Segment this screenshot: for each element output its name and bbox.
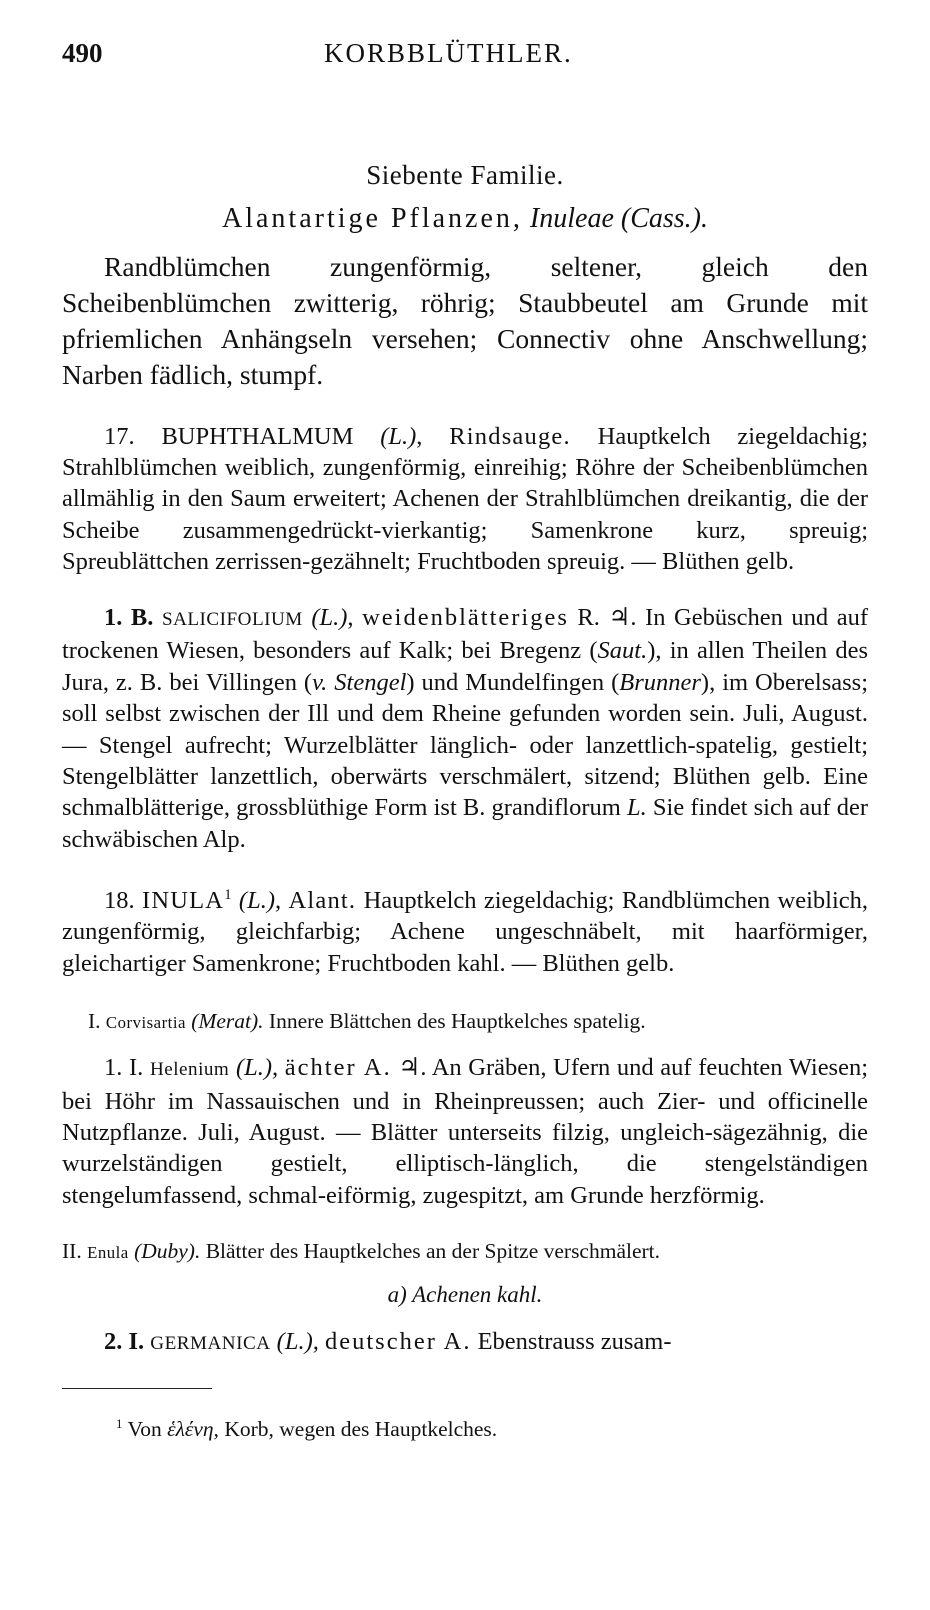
habitat-text: ), in allen Theilen des Jura, z. B. bei Villingen (: [62, 637, 868, 696]
perennial-symbol: ♃.: [608, 604, 637, 632]
species-germanica-entry: [62, 1326, 868, 1359]
running-title: KORBBLÜTHLER.: [324, 38, 573, 68]
genus-common-name: Alant.: [288, 886, 357, 914]
section-description: Innere Blättchen des Hauptkelches spatelig.: [268, 1009, 646, 1034]
genus-authority: (L.),: [238, 886, 282, 914]
genus-description: Hauptkelch ziegeldachig; Randblümchen weiblich, zungenförmig, gleichfarbig; Achene ungeschnäbelt, mit haarförmiger, gleichartiger Samenkrone; Fruchtboden kahl. — Blüthen gelb.: [62, 886, 869, 977]
species-name: GERMANICA: [150, 1333, 271, 1355]
section-enula: [62, 1239, 868, 1264]
description-text: ), im Oberelsass; soll selbst zwischen der Ill und dem Rheine gefunden worden sein. Juli, August. — Stengel aufrecht; Wurzelblätter länglich- oder lanzettlich-spatelig, gestielt; Stengelblätter lanzettlich, oberwärts verschmälert, sitzend; Blüthen gelb. Eine schmalblätterige, grossblüthige Form ist B. grandiflorum: [62, 668, 868, 822]
section-numeral: II.: [62, 1239, 82, 1264]
species-salicifolium-entry: 1. B. SALICIFOLIUM (L.), weidenblätteriges R. ♃. In Gebüschen und auf trockenen Wiesen, besonders auf Kalk; bei Bregenz (Saut.), in allen Theilen des Jura, z. B. bei Villingen (v. Stengel) und Mundelfingen (Brunner), im Oberelsass; soll selbst zwischen der Ill und dem Rheine gefunden worden sein. Juli, August. — Stengel aufrecht; Wurzelblätter länglich- oder lanzettlich-spatelig, gestielt; Stengelblätter lanzettlich, oberwärts verschmälert, sitzend; Blüthen gelb. Eine schmalblätterige, grossblüthige Form ist B. grandiflorum L. Sie findet sich auf der schwäbischen Alp.: [62, 604, 869, 853]
tribe-description: Randblümchen zungenförmig, seltener, gleich den Scheibenblümchen zwitterig, röhrig; Staubbeutel am Grunde mit pfriemlichen Anhängseln versehen; Connectiv ohne Anschwellung; Narben fädlich, stumpf.: [62, 251, 868, 390]
genus-number: 17.: [104, 422, 135, 450]
section-name: Enula: [87, 1243, 129, 1263]
citation: Brunner: [619, 668, 701, 696]
species-name: Helenium: [149, 1059, 230, 1081]
species-number: 1. I.: [104, 1054, 144, 1082]
footnote-greek-word: ἑλένη,: [167, 1416, 219, 1441]
footnote-text: Korb, wegen des Hauptkelches.: [224, 1416, 498, 1441]
genus-abbrev: R.: [577, 604, 600, 632]
genus-description: Hauptkelch ziegeldachig; Strahlblümchen weiblich, zungenförmig, einreihig; Röhre der Scheibenblümchen allmählig in den Saum erweitert; Achenen der Strahlblümchen dreikantig, die der Scheibe zusammengedrückt-vierkantig; Samenkrone kurz, spreuig; Spreublättchen zerrissen-gezähnelt; Fruchtboden spreuig. — Blüthen gelb.: [62, 422, 868, 576]
species-description: An Gräben, Ufern und auf feuchten Wiesen; bei Höhr im Nassauischen und in Rheinpreussen; auch Zier- und officinelle Nutzpflanze. Juli, August. — Blätter unterseits filzig, ungleich-sägezähnig, die wurzelständigen gestielt, elliptisch-länglich, die stengelständigen stengelumfassend, schmal-eiförmig, zugespitzt, am Grunde herzförmig.: [62, 1054, 869, 1209]
citation: v. Stengel: [312, 668, 407, 696]
genus-inula-entry: [62, 880, 868, 979]
footnote-divider: [62, 1388, 212, 1389]
species-common-name: weidenblätteriges: [362, 604, 569, 632]
species-authority: (L.): [311, 604, 348, 632]
species-common-name: deutscher A.: [324, 1328, 472, 1356]
section-numeral: I.: [88, 1009, 101, 1034]
page-number: 490: [62, 38, 103, 68]
footnote: [62, 1417, 868, 1442]
tribe-german-name: Alantartige Pflanzen,: [222, 203, 523, 234]
description-text: Sie findet sich auf der schwäbischen Alp.: [62, 794, 868, 853]
genus-name: INULA: [141, 886, 225, 914]
footnote-text: Von: [127, 1416, 162, 1441]
citation: Saut.: [597, 637, 648, 665]
species-authority: (L.),: [235, 1054, 279, 1082]
species-authority: (L.),: [276, 1328, 319, 1356]
species-number: 2. I.: [104, 1328, 145, 1356]
species-common-name: ächter A.: [284, 1054, 392, 1082]
page-header: [62, 38, 868, 78]
habitat-text: ) und Mundelfingen (: [406, 668, 620, 696]
genus-name: BUPHTHALMUM: [161, 422, 354, 450]
species-name: SALICIFOLIUM: [161, 609, 303, 631]
species-number: 1. B.: [104, 604, 154, 632]
section-authority: (Duby).: [134, 1239, 201, 1264]
footnote-mark: 1: [116, 1416, 123, 1431]
subsection-heading: a) Achenen kahl.: [387, 1282, 543, 1308]
species-description: Ebenstrauss zusam-: [477, 1328, 672, 1356]
tribe-heading: [62, 203, 868, 235]
section-description: Blätter des Hauptkelches an der Spitze verschmälert.: [205, 1239, 661, 1264]
species-helenium-entry: [62, 1052, 868, 1211]
genus-authority: (L.): [380, 422, 417, 450]
genus-number: 18.: [104, 886, 135, 914]
footnote-mark: 1: [224, 886, 232, 903]
citation: L.: [626, 794, 647, 822]
section-name: Corvisartia: [105, 1013, 186, 1033]
perennial-symbol: ♃.: [398, 1054, 427, 1082]
section-authority: (Merat).: [191, 1009, 264, 1034]
habitat-text: In Gebüschen und auf trockenen Wiesen, besonders auf Kalk; bei Bregenz (: [62, 604, 869, 665]
genus-buphthalmum-entry: 17. BUPHTHALMUM (L.), Rindsauge. Hauptkelch ziegeldachig; Strahlblümchen weiblich, zungenförmig, einreihig; Röhre der Scheibenblümchen allmählig in den Saum erweitert; Achenen der Strahlblümchen dreikantig, die der Scheibe zusammengedrückt-vierkantig; Samenkrone kurz, spreuig; Spreublättchen zerrissen-gezähnelt; Fruchtboden spreuig. — Blüthen gelb.: [62, 422, 868, 576]
section-corvisartia: [62, 1009, 868, 1034]
tribe-latin-name: Inuleae (Cass.).: [529, 203, 708, 234]
book-page: [62, 38, 868, 1442]
genus-common-name: Rindsauge.: [449, 422, 571, 450]
family-heading: Siebente Familie.: [366, 160, 564, 190]
